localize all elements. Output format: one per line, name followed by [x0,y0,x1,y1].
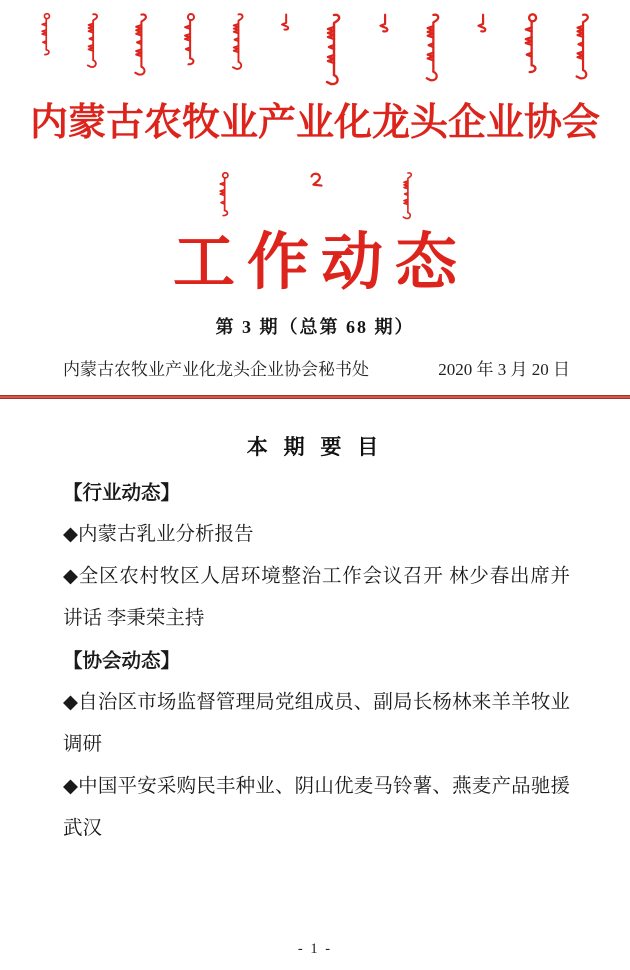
mongolian-script-subtitle [0,171,630,221]
mongolian-script-icon [216,171,232,217]
toc-item: ◆全区农村牧区人居环境整治工作会议召开 林少春出席并讲话 李秉荣主持 [63,566,570,630]
mongolian-script-icon [322,12,344,88]
mongolian-script-banner [38,12,592,92]
toc-item: ◆内蒙古乳业分析报告 [63,524,254,546]
toc-list [63,472,570,850]
toc-section-industry: 【行业动态】 [63,482,181,505]
toc-section-association: 【协会动态】 [63,650,181,673]
publisher-row [63,355,570,380]
issue-line: 第 3 期（总第 68 期） [215,317,415,338]
mongolian-script-icon [473,12,490,34]
toc-item: ◆自治区市场监督管理局党组成员、副局长杨林来羊羊牧业调研 [63,692,570,756]
document-page [0,12,630,970]
org-title: 内蒙古农牧业产业化龙头企业协会 [29,102,600,144]
mongolian-script-icon [400,171,414,221]
mongolian-script-icon [180,12,199,66]
mongolian-script-icon [84,12,101,70]
mongolian-script-icon [572,12,592,82]
mongolian-script-icon [131,12,150,78]
doc-title: 工作动态 [172,229,469,298]
mongolian-script-icon [307,171,325,191]
mongolian-script-icon [375,12,392,34]
red-divider-rule [0,395,630,399]
issue-date: 2020 年 3 月 20 日 [438,360,570,380]
mongolian-script-icon [277,12,292,32]
page-number: - 1 - [297,941,333,957]
mongolian-script-icon [229,12,246,72]
toc-item: ◆中国平安采购民丰种业、阴山优麦马铃薯、燕麦产品驰援武汉 [63,776,570,840]
mongolian-script-icon [520,12,541,74]
publisher: 内蒙古农牧业产业化龙头企业协会秘书处 [63,360,369,380]
toc-heading: 本 期 要 目 [246,436,384,460]
mongolian-script-icon [422,12,443,84]
mongolian-script-icon [38,12,53,56]
